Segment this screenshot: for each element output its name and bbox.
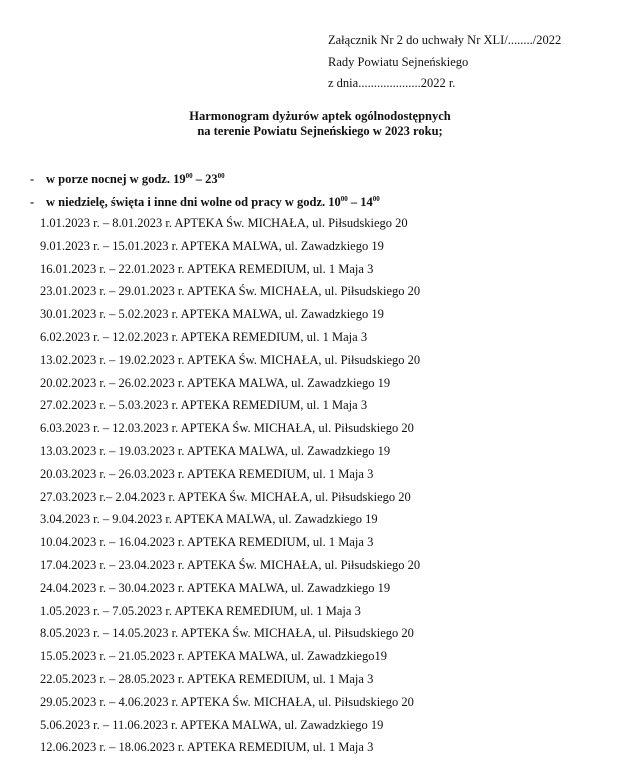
bullet-dash: - <box>30 172 35 186</box>
schedule-row: 8.05.2023 r. – 14.05.2023 r. APTEKA Św. MICHAŁA, ul. Piłsudskiego 20 <box>40 626 414 641</box>
bullet-dash: - <box>30 195 35 209</box>
title-line-2: na terenie Powiatu Sejneńskiego w 2023 roku; <box>197 124 443 138</box>
schedule-row: 9.01.2023 r. – 15.01.2023 r. APTEKA MALWA, ul. Zawadzkiego 19 <box>40 238 384 253</box>
schedule-row: 1.01.2023 r. – 8.01.2023 r. APTEKA Św. MICHAŁA, ul. Piłsudskiego 20 <box>40 216 408 230</box>
schedule-row: 12.06.2023 r. – 18.06.2023 r. APTEKA REMEDIUM, ul. 1 Maja 3 <box>40 740 374 755</box>
duty-hours-list <box>30 168 380 214</box>
schedule-row: 16.01.2023 r. – 22.01.2023 r. APTEKA REMEDIUM, ul. 1 Maja 3 <box>40 261 374 276</box>
schedule-row: 13.02.2023 r. – 19.02.2023 r. APTEKA Św. MICHAŁA, ul. Piłsudskiego 20 <box>40 352 421 367</box>
schedule-row: 15.05.2023 r. – 21.05.2023 r. APTEKA MALWA, ul. Zawadzkiego19 <box>40 649 387 664</box>
schedule-row: 27.03.2023 r.– 2.04.2023 r. APTEKA Św. MICHAŁA, ul. Piłsudskiego 20 <box>40 489 411 504</box>
schedule-row: 6.02.2023 r. – 12.02.2023 r. APTEKA REMEDIUM, ul. 1 Maja 3 <box>40 329 368 344</box>
date-line: z dnia....................2022 r. <box>328 76 456 90</box>
attachment-line: Załącznik Nr 2 do uchwały Nr XLI/......../2022 <box>328 33 562 47</box>
night-hours-to: – 23 <box>192 172 218 186</box>
night-hours-item <box>30 168 380 191</box>
holiday-hours-item <box>30 191 380 214</box>
schedule-row: 29.05.2023 r. – 4.06.2023 r. APTEKA Św. MICHAŁA, ul. Piłsudskiego 20 <box>40 694 414 709</box>
title-line-1: Harmonogram dyżurów aptek ogólnodostępnych <box>189 109 451 123</box>
schedule-row: 3.04.2023 r. – 9.04.2023 r. APTEKA MALWA, ul. Zawadzkiego 19 <box>40 512 378 527</box>
holiday-hours-text: w niedzielę, święta i inne dni wolne od pracy w godz. 10 <box>46 195 341 209</box>
schedule-row: 23.01.2023 r. – 29.01.2023 r. APTEKA Św. MICHAŁA, ul. Piłsudskiego 20 <box>40 284 421 299</box>
schedule-row: 24.04.2023 r. – 30.04.2023 r. APTEKA MALWA, ul. Zawadzkiego 19 <box>40 580 391 595</box>
holiday-hours-to: – 14 <box>347 195 373 209</box>
schedule-row: 30.01.2023 r. – 5.02.2023 r. APTEKA MALWA, ul. Zawadzkiego 19 <box>40 307 384 322</box>
council-line: Rady Powiatu Sejneńskiego <box>328 54 469 69</box>
schedule-row: 10.04.2023 r. – 16.04.2023 r. APTEKA REMEDIUM, ul. 1 Maja 3 <box>40 535 374 550</box>
schedule-row: 1.05.2023 r. – 7.05.2023 r. APTEKA REMEDIUM, ul. 1 Maja 3 <box>40 603 361 618</box>
schedule-row: 22.05.2023 r. – 28.05.2023 r. APTEKA REMEDIUM, ul. 1 Maja 3 <box>40 671 374 686</box>
night-start-minutes: 00 <box>185 172 193 180</box>
holiday-start-minutes: 00 <box>340 195 348 203</box>
schedule-row: 6.03.2023 r. – 12.03.2023 r. APTEKA Św. MICHAŁA, ul. Piłsudskiego 20 <box>40 421 414 436</box>
attachment-header <box>328 30 561 95</box>
schedule-row: 27.02.2023 r. – 5.03.2023 r. APTEKA REMEDIUM, ul. 1 Maja 3 <box>40 398 368 413</box>
document-title <box>0 109 630 139</box>
schedule-row: 5.06.2023 r. – 11.06.2023 r. APTEKA MALWA, ul. Zawadzkiego 19 <box>40 717 384 732</box>
schedule-row: 13.03.2023 r. – 19.03.2023 r. APTEKA MALWA, ul. Zawadzkiego 19 <box>40 443 391 458</box>
schedule-row: 20.03.2023 r. – 26.03.2023 r. APTEKA REMEDIUM, ul. 1 Maja 3 <box>40 466 374 481</box>
schedule-row: 17.04.2023 r. – 23.04.2023 r. APTEKA Św. MICHAŁA, ul. Piłsudskiego 20 <box>40 557 421 572</box>
night-end-minutes: 00 <box>217 172 225 180</box>
schedule-row: 20.02.2023 r. – 26.02.2023 r. APTEKA MALWA, ul. Zawadzkiego 19 <box>40 375 391 390</box>
holiday-end-minutes: 00 <box>372 195 380 203</box>
night-hours-text: w porze nocnej w godz. 19 <box>46 172 186 186</box>
pharmacy-schedule <box>40 212 420 759</box>
